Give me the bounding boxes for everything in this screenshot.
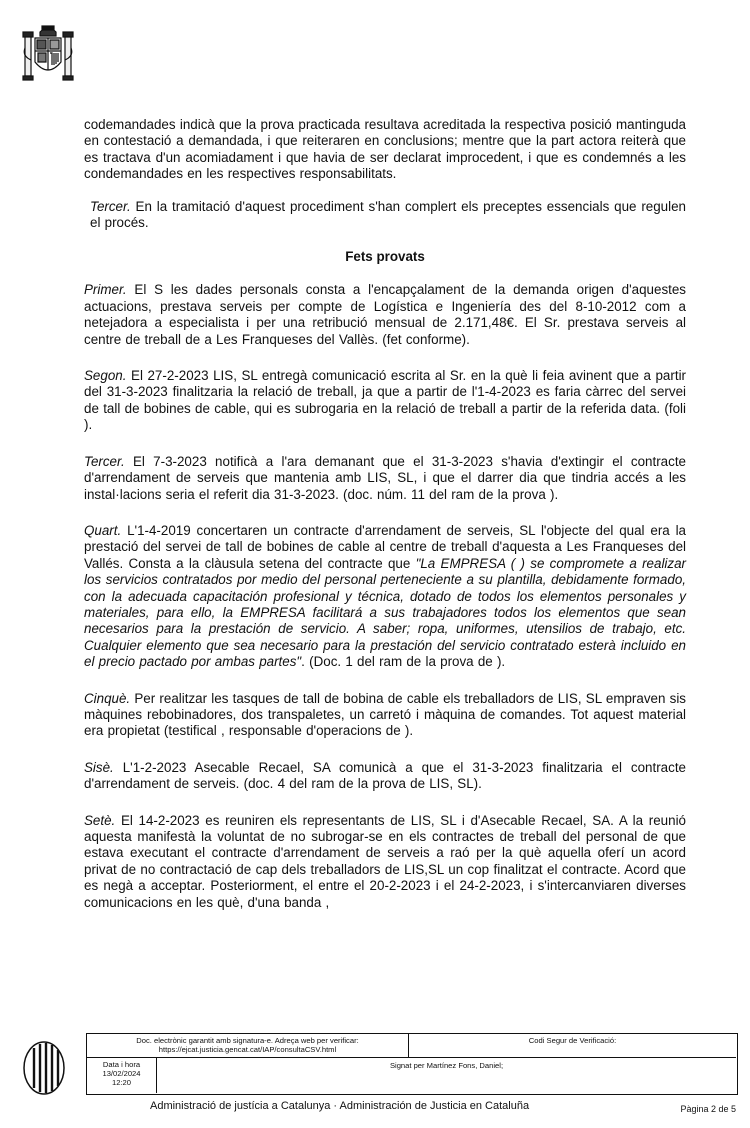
fact-text: Per realitzar les tasques de tall de bobina de cable els treballadors de LIS, SL empraven sis màquines rebobinadores, dos transpaletes, un carretó i màquina de comandes. Tot aquest material era propietat (testifical , responsable d'operacions de ).	[84, 690, 686, 739]
fact-lead: Setè.	[84, 812, 116, 828]
fact-paragraph	[84, 523, 686, 671]
paragraph-text: codemandades indicà que la prova practicada resultava acreditada la respectiva posició mantinguda en contestació a demandada, i que reiteraren en conclusions; mentre que la part actora reiterà que es tractava d'un acomiadament i que havia de ser declarat improcedent, i que es condemnés a les condemandades en les respectives responsabilitats.	[84, 117, 686, 182]
fact-text: L'1-2-2023 Asecable Recael, SA comunicà a que el 31-3-2023 finalitzaria el contracte d'arrendament de serveis. (doc. 4 del ram de la prova de LIS, SL).	[84, 759, 686, 792]
fact-paragraph	[84, 813, 686, 911]
fact-paragraph	[84, 454, 686, 503]
paragraph	[84, 199, 686, 232]
fact-lead: Primer.	[84, 282, 127, 298]
verification-box	[86, 1033, 738, 1095]
date-value: 13/02/2024	[102, 1069, 141, 1078]
time-value: 12:20	[111, 1078, 131, 1087]
fact-lead: Sisè.	[84, 759, 114, 775]
paragraph	[84, 117, 686, 183]
administration-footer: Administració de justícia a Catalunya · Administración de Justicia en Cataluña	[150, 1100, 530, 1112]
fact-lead: Quart.	[84, 522, 122, 538]
fact-lead: Tercer.	[84, 453, 125, 469]
paragraph-lead: Tercer.	[90, 198, 131, 214]
fact-paragraph	[84, 691, 686, 740]
signed-by: Signat per Martínez Fons, Daniel;	[389, 1061, 504, 1070]
fact-lead: Segon.	[84, 368, 127, 384]
date-cell	[87, 1058, 157, 1093]
fact-text: El 27-2-2023 LIS, SL entregà comunicació escrita al Sr. en la què li feia avinent que a partir del 31-3-2023 finalitzaria la relació de treball, ja que a partir de l'1-4-2023 es faria càrrec del servei de tall de bobines de cable, qui es subrogaria en la relació de treball a partir de la referida data. (foli ).	[84, 368, 686, 433]
fact-paragraph	[84, 368, 686, 434]
electronic-document-note: Doc. electrònic garantit amb signatura-e. Adreça web per verificar: https://ejcat.justicia.gencat.cat/IAP/consultaCSV.html	[87, 1034, 409, 1058]
fact-paragraph	[84, 760, 686, 793]
csv-label: Codi Segur de Verificació:	[409, 1034, 736, 1058]
spanish-coat-of-arms-icon	[22, 22, 74, 88]
paragraph-text: En la tramitació d'aquest procediment s'han complert els preceptes essencials que regulen el procés.	[90, 198, 686, 231]
fact-lead: Cinquè.	[84, 690, 131, 706]
fact-tail: . (Doc. 1 del ram de la prova de ).	[301, 654, 506, 670]
fact-text: El 14-2-2023 es reuniren els representants de LIS, SL i d'Asecable Recael, SA. A la reunió aquesta manifestà la voluntat de no subrogar-se en els contractes de treball del personal de que estava executant el contracte d'arrendament de serveis a raó per la què aquella oferí un acord privat de no contractació de cap dels treballadors de LIS,SL un cop finalitzat el contracte. Acord que es negà a acceptar. Posteriorment, el entre el 20-2-2023 i el 24-2-2023, i s'intercanviaren diverses comunicacions en les què, d'una banda ,	[84, 812, 686, 910]
page-number: Pàgina 2 de 5	[680, 1104, 736, 1114]
document-body	[84, 117, 686, 911]
fact-quote: "La EMPRESA ( ) se compromete a realizar los servicios contratados por medio del personal perteneciente a su plantilla, debidamente formado, con la adecuada capacitación profesional y técnica, dotado de todos los elementos personales y materiales, para ello, la EMPRESA facilitará a sus trabajadores todos los elementos que sean necesarios para la prestación de servicio. A saber; ropa, uniformes, utensilios de trabajo, etc. Cualquier elemento que sea necesario para la prestación del servicio contratado esterà incluido en el precio pactado por ambas partes"	[84, 555, 687, 670]
date-label: Data i hora	[102, 1060, 141, 1069]
fact-text: L'1-4-2019 concertaren un contracte d'arrendament de serveis, SL l'objecte del qual era la prestació del servei de tall de bobines de cable al centre de treball d'aquesta a Les Franqueses del Vallés. Consta a la clàusula setena del contracte que	[84, 522, 686, 571]
generalitat-seal-icon	[22, 1040, 66, 1096]
section-title: Fets provats	[345, 249, 425, 265]
fact-text: El 7-3-2023 notificà a l'ara demanant que el 31-3-2023 s'havia d'extingir el contracte d'arrendament de serveis que mantenia amb LIS, SL, i que el darrer dia que tindria accés a les instal·lacions seria el referit dia 31-3-2023. (doc. núm. 11 del ram de la prova ).	[84, 453, 686, 502]
fact-text: El S les dades personals consta a l'encapçalament de la demanda origen d'aquestes actuacions, prestava serveis per compte de Logística e Ingeniería des del 8-10-2012 com a netejadora a especialista i per una retribució mensual de 2.171,48€. El Sr. prestava serveis al centre de treball de a Les Franqueses del Vallès. (fet conforme).	[84, 282, 686, 347]
fact-paragraph	[84, 282, 686, 348]
